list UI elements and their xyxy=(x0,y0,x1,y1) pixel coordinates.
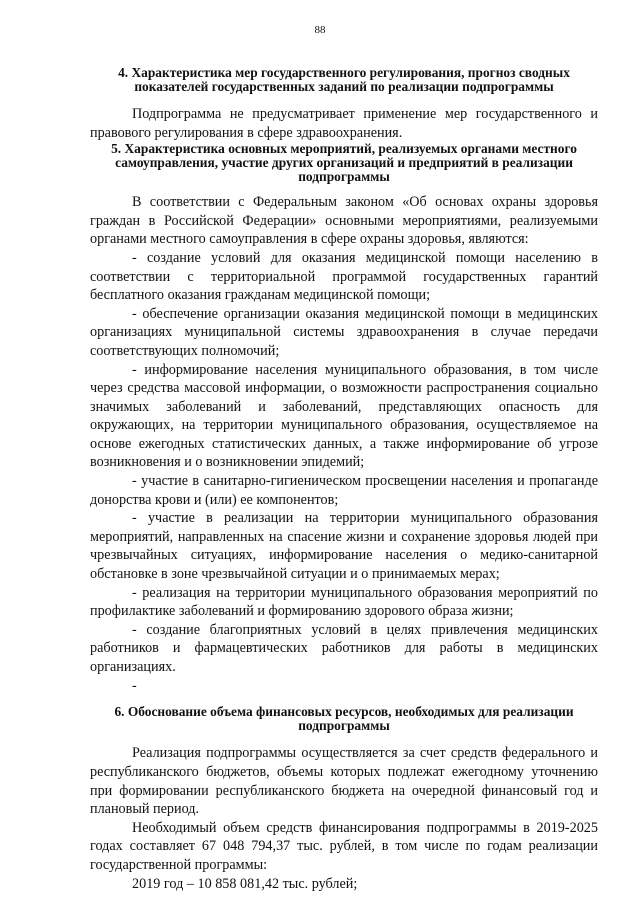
section-5-item: - информирование населения муниципального образования, в том числе через средства массовой информации, о возможности распространения социально значимых заболеваний и заболеваний, представляющих опасность для окружающих, на территории муниципального образования, осуществляемое на основе ежегодных статистических данных, а также информирование об угрозе возникновения и о возникновении эпидемий; xyxy=(90,361,598,471)
section-5-item: - создание условий для оказания медицинской помощи населению в соответствии с территориальной программой государственных гарантий бесплатного оказания гражданам медицинской помощи; xyxy=(90,249,598,304)
section-5-item: - реализация на территории муниципального образования мероприятий по профилактике заболеваний и формированию здорового образа жизни; xyxy=(90,584,598,620)
section-6-heading: 6. Обоснование объема финансовых ресурсов, необходимых для реализации подпрограммы xyxy=(114,704,574,733)
section-5-item: - создание благоприятных условий в целях привлечения медицинских работников и фармацевтических работников для работы в медицинских организациях. xyxy=(90,621,598,675)
section-6-paragraph-2: Необходимый объем средств финансирования подпрограммы в 2019-2025 годах составляет 67 048 794,37 тыс. рублей, в том числе по годам реализации государственной программы: xyxy=(90,819,598,873)
section-4-paragraph: Подпрограмма не предусматривает применение мер государственного и правового регулирования в сфере здравоохранения. xyxy=(90,106,598,141)
page-content xyxy=(90,66,598,893)
section-5-intro: В соответствии с Федеральным законом «Об основах охраны здоровья граждан в Российской Федерации» основными мероприятиями, реализуемыми органами местного самоуправления в сфере охраны здоровья, являются: xyxy=(90,194,598,248)
section-5-item: - обеспечение организации оказания медицинской помощи в медицинских организациях муниципальной системы здравоохранения в случае передачи соответствующих полномочий; xyxy=(90,305,598,359)
section-6-year-line: 2019 год – 10 858 081,42 тыс. рублей; xyxy=(132,875,358,892)
section-5-item: - участие в реализации на территории муниципального образования мероприятий, направленных на спасение жизни и сохранение здоровья людей при чрезвычайных ситуациях, информирование населения о медико-санитарной обстановке в зоне чрезвычайной ситуации и о принимаемых мерах; xyxy=(90,510,598,583)
section-4-heading: 4. Характеристика мер государственного регулирования, прогноз сводных показателей государственных заданий по реализации подпрограммы xyxy=(118,65,570,94)
page-number: 88 xyxy=(314,24,326,36)
section-5-item: - участие в санитарно-гигиеническом просвещении населения и пропаганде донорства крови и (или) ее компонентов; xyxy=(90,473,598,508)
section-5-heading: 5. Характеристика основных мероприятий, реализуемых органами местного самоуправления, участие других организаций и предприятий в реализации подпрограммы xyxy=(111,141,577,184)
trailing-dash: - xyxy=(132,677,137,694)
section-6-paragraph-1: Реализация подпрограммы осуществляется за счет средств федерального и республиканского бюджетов, объемы которых подлежат ежегодному уточнению при формировании республиканского бюджета на очередной финансовый год и плановый период. xyxy=(90,745,598,818)
